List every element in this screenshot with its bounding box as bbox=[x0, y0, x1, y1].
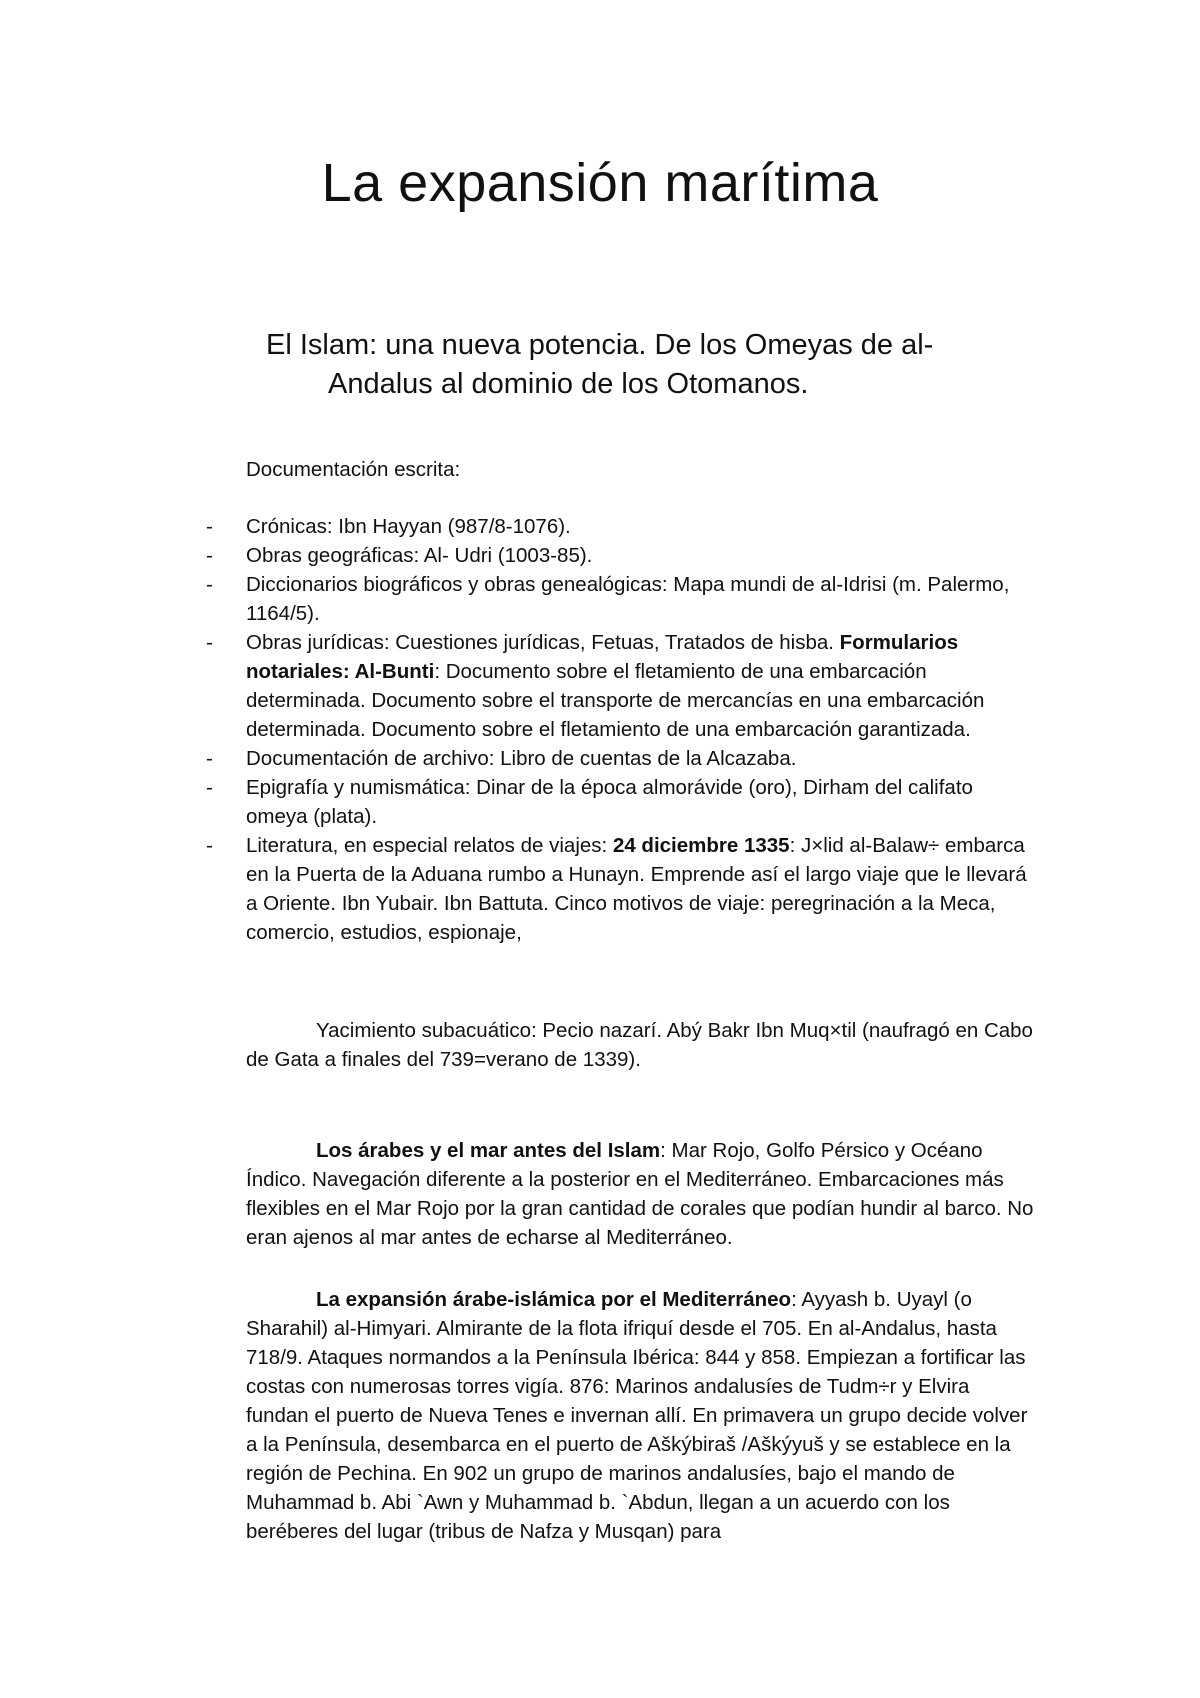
paragraph-yacimiento bbox=[246, 1016, 1036, 1074]
sources-list bbox=[206, 512, 1036, 947]
paragraph-text: : Mar Rojo, Golfo Pérsico y Océano Índico. Navegación diferente a la posterior en el Mediterráneo. Embarcaciones más flexibles en el Mar Rojo por la gran cantidad de corales que podían hundir al barco. No eran ajenos al mar antes de echarse al Mediterráneo. bbox=[246, 1139, 1034, 1249]
list-item bbox=[206, 628, 1036, 744]
list-item-text: Documentación de archivo: Libro de cuentas de la Alcazaba. bbox=[246, 747, 797, 770]
list-item bbox=[206, 512, 1036, 541]
list-item-text: : Documento sobre el fletamiento de una embarcación determinada. Documento sobre el transporte de mercancías en una embarcación determinada. Documento sobre el fletamiento de una embarcación garantizada. bbox=[246, 660, 985, 741]
list-item-text: Diccionarios biográficos y obras genealógicas: Mapa mundi de al-Idrisi (m. Palermo, 1164/5). bbox=[246, 573, 1010, 625]
list-item-text: Crónicas: Ibn Hayyan (987/8-1076). bbox=[246, 515, 571, 538]
list-dash: - bbox=[206, 631, 213, 654]
list-dash: - bbox=[206, 834, 213, 857]
section-heading-documentacion: Documentación escrita: bbox=[246, 458, 461, 481]
list-item-text: Obras geográficas: Al- Udri (1003-85). bbox=[246, 544, 593, 567]
list-item-text: : J×lid al-Balaw÷ embarca en la Puerta de la Aduana rumbo a Hunayn. Emprende así el largo viaje que le llevará a Oriente. Ibn Yubair. Ibn Battuta. Cinco motivos de viaje: peregrinación a la Meca, comercio, estudios, espionaje, bbox=[246, 834, 1027, 944]
list-item-bold: Formularios notariales: Al-Bunti bbox=[246, 631, 959, 683]
list-dash: - bbox=[206, 776, 213, 799]
paragraph-text: : Ayyash b. Uyayl (o Sharahil) al-Himyari. Almirante de la flota ifriquí desde el 705. En al-Andalus, hasta 718/9. Ataques normandos a la Península Ibérica: 844 y 858. Empiezan a fortificar las costas con numerosas torres vigía. 876: Marinos andalusíes de Tudm÷r y Elvira fundan el puerto de Nueva Tenes e invernan allí. En primavera un grupo decide volver a la Península, desembarca en el puerto de Aškýbiraš /Aškýyuš y se establece en la región de Pechina. En 902 un grupo de marinos andalusíes, bajo el mando de Muhammad b. Abi `Awn y Muhammad b. `Abdun, llegan a un acuerdo con los beréberes del lugar (tribus de Nafza y Musqan) para bbox=[246, 1288, 1028, 1543]
list-dash: - bbox=[206, 747, 213, 770]
paragraph-text: Yacimiento subacuático: Pecio nazarí. Abý Bakr Ibn Muq×til (naufragó en Cabo de Gata a finales del 739=verano de 1339). bbox=[246, 1019, 1033, 1071]
list-item bbox=[206, 773, 1036, 831]
document-subtitle bbox=[266, 326, 1026, 404]
list-item-bold: 24 diciembre 1335 bbox=[612, 834, 790, 857]
list-item bbox=[206, 570, 1036, 628]
subtitle-line-2: Andalus al dominio de los Otomanos. bbox=[328, 368, 809, 400]
subtitle-line-1: El Islam: una nueva potencia. De los Omeyas de al- bbox=[266, 329, 934, 361]
list-item bbox=[206, 744, 1036, 773]
list-dash: - bbox=[206, 573, 213, 596]
paragraph-expansion-mediterraneo bbox=[246, 1285, 1036, 1546]
paragraph-arabes-mar bbox=[246, 1136, 1036, 1252]
list-item bbox=[206, 541, 1036, 570]
document-title: La expansión marítima bbox=[321, 153, 879, 213]
list-item-text: Epigrafía y numismática: Dinar de la época almorávide (oro), Dirham del califato omeya (plata). bbox=[246, 776, 973, 828]
paragraph-bold-lead: La expansión árabe-islámica por el Mediterráneo bbox=[316, 1288, 792, 1311]
list-item bbox=[206, 831, 1036, 947]
list-dash: - bbox=[206, 544, 213, 567]
paragraph-bold-lead: Los árabes y el mar antes del Islam bbox=[316, 1139, 661, 1162]
list-item-text: Literatura, en especial relatos de viajes: bbox=[246, 834, 613, 857]
list-dash: - bbox=[206, 515, 213, 538]
list-item-text: Obras jurídicas: Cuestiones jurídicas, Fetuas, Tratados de hisba. bbox=[246, 631, 840, 654]
